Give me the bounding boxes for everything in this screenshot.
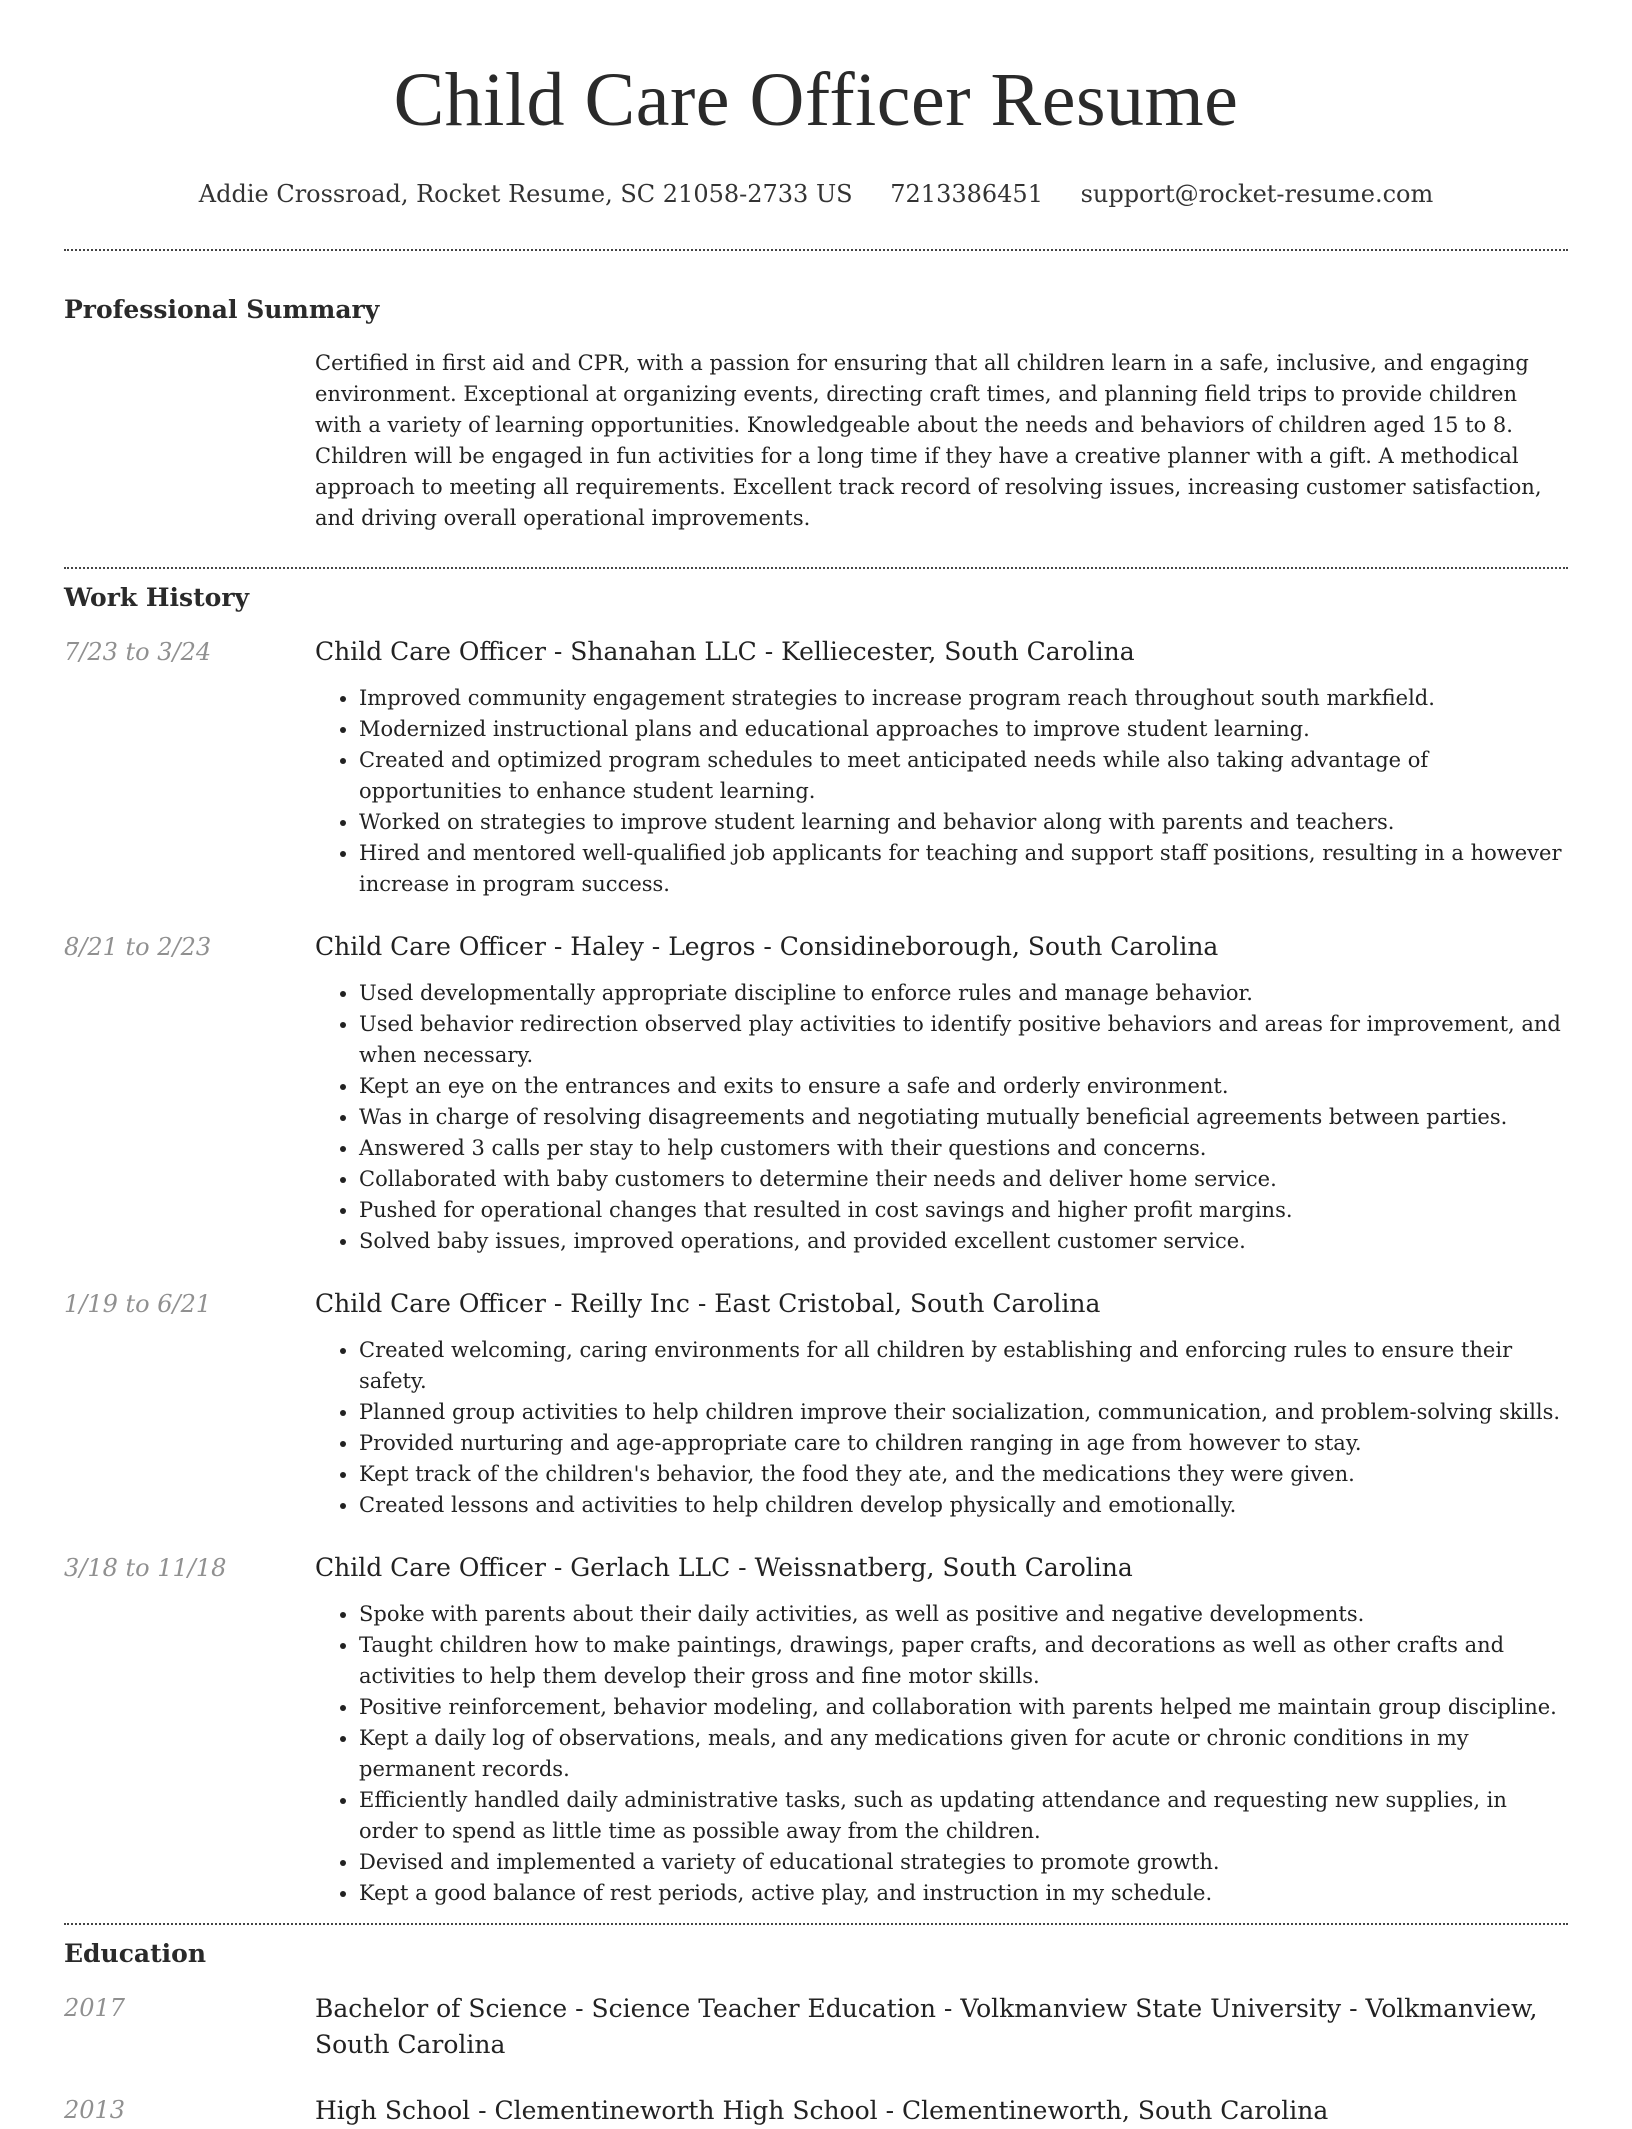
professional-summary-section	[64, 293, 1568, 546]
summary-text: Certified in first aid and CPR, with a passion for ensuring that all children learn in a safe, inclusive, and engaging environment. Exceptional at organizing events, directing craft times, and planning field trips to provide children with a variety of learning opportunities. Knowledgeable about the needs and behaviors of children aged 15 to 8. Children will be engaged in fun activities for a long time if they have a creative planner with a gift. A methodical approach to meeting all requirements. Excellent track record of resolving issues, increasing customer satisfaction, and driving overall operational improvements.	[315, 351, 1542, 530]
job-bullet: • Collaborated with baby customers to determine their needs and deliver home service.	[359, 1164, 1568, 1195]
job-date: 3/18 to 11/18	[64, 1554, 227, 1582]
job-date: 8/21 to 2/23	[64, 933, 212, 961]
job-bullet: • Was in charge of resolving disagreements and negotiating mutually beneficial agreements between parties.	[359, 1102, 1568, 1133]
job-entry	[64, 1287, 1568, 1521]
section-heading-education: Education	[64, 1939, 207, 1968]
job-date: 7/23 to 3/24	[64, 638, 212, 666]
job-bullet: • Used developmentally appropriate discipline to enforce rules and manage behavior.	[359, 978, 1568, 1009]
job-title: Child Care Officer - Shanahan LLC - Kelliecester, South Carolina	[315, 637, 1135, 666]
education-title: Bachelor of Science - Science Teacher Education - Volkmanview State University - Volkmanview, South Carolina	[315, 1994, 1538, 2059]
job-entry	[64, 635, 1568, 900]
job-bullet: • Hired and mentored well-qualified job applicants for teaching and support staff positions, resulting in a however increase in program success.	[359, 838, 1568, 900]
job-bullet: • Taught children how to make paintings, drawings, paper crafts, and decorations as well as other crafts and activities to help them develop their gross and fine motor skills.	[359, 1630, 1568, 1692]
education-entry	[64, 2093, 1568, 2129]
work-history-section	[64, 581, 1568, 1923]
job-bullet: • Answered 3 calls per stay to help customers with their questions and concerns.	[359, 1133, 1568, 1164]
job-bullets	[315, 1335, 1568, 1521]
section-heading-work: Work History	[64, 583, 250, 612]
job-bullet: • Efficiently handled daily administrative tasks, such as updating attendance and requesting new supplies, in order to spend as little time as possible away from the children.	[359, 1785, 1568, 1847]
job-bullet: • Kept track of the children's behavior, the food they ate, and the medications they were given.	[359, 1459, 1568, 1490]
section-heading-summary: Professional Summary	[64, 295, 380, 324]
education-year: 2013	[64, 2096, 126, 2124]
job-bullet: • Provided nurturing and age-appropriate care to children ranging in age from however to stay.	[359, 1428, 1568, 1459]
job-bullet: • Modernized instructional plans and educational approaches to improve student learning.	[359, 714, 1568, 745]
section-divider	[64, 1923, 1568, 1925]
job-bullet: • Positive reinforcement, behavior modeling, and collaboration with parents helped me maintain group discipline.	[359, 1692, 1568, 1723]
job-bullet: • Used behavior redirection observed play activities to identify positive behaviors and areas for improvement, and when necessary.	[359, 1009, 1568, 1071]
job-bullets	[315, 978, 1568, 1257]
resume-title: Child Care Officer Resume	[393, 58, 1239, 142]
job-bullet: • Improved community engagement strategies to increase program reach throughout south markfield.	[359, 683, 1568, 714]
education-entry	[64, 1991, 1568, 2063]
job-title: Child Care Officer - Gerlach LLC - Weissnatberg, South Carolina	[315, 1553, 1133, 1582]
job-bullet: • Worked on strategies to improve student learning and behavior along with parents and teachers.	[359, 807, 1568, 838]
section-divider	[64, 249, 1568, 251]
job-bullet: • Pushed for operational changes that resulted in cost savings and higher profit margins.	[359, 1195, 1568, 1226]
job-bullet: • Devised and implemented a variety of educational strategies to promote growth.	[359, 1847, 1568, 1878]
resume-page	[64, 0, 1568, 2129]
section-divider	[64, 567, 1568, 569]
job-bullet: • Created lessons and activities to help children develop physically and emotionally.	[359, 1490, 1568, 1521]
job-title: Child Care Officer - Haley - Legros - Considineborough, South Carolina	[315, 932, 1219, 961]
job-date: 1/19 to 6/21	[64, 1290, 212, 1318]
education-title: High School - Clementineworth High School - Clementineworth, South Carolina	[315, 2096, 1329, 2125]
contact-address: Addie Crossroad, Rocket Resume, SC 21058-2733 US	[198, 180, 853, 208]
job-entry	[64, 930, 1568, 1257]
job-entry	[64, 1551, 1568, 1909]
job-bullet: • Solved baby issues, improved operations, and provided excellent customer service.	[359, 1226, 1568, 1257]
education-year: 2017	[64, 1994, 126, 2022]
education-section	[64, 1937, 1568, 2129]
job-bullet: • Created welcoming, caring environments for all children by establishing and enforcing rules to ensure their safety.	[359, 1335, 1568, 1397]
job-title: Child Care Officer - Reilly Inc - East Cristobal, South Carolina	[315, 1289, 1101, 1318]
job-bullet: • Kept a good balance of rest periods, active play, and instruction in my schedule.	[359, 1878, 1568, 1909]
contact-phone: 7213386451	[890, 180, 1043, 208]
contact-email: support@rocket-resume.com	[1080, 180, 1434, 208]
job-bullet: • Spoke with parents about their daily activities, as well as positive and negative developments.	[359, 1599, 1568, 1630]
job-bullet: • Planned group activities to help children improve their socialization, communication, and problem-solving skills.	[359, 1397, 1568, 1428]
job-bullets	[315, 683, 1568, 900]
contact-line	[64, 178, 1568, 210]
job-bullets	[315, 1599, 1568, 1909]
job-bullet: • Kept a daily log of observations, meals, and any medications given for acute or chronic conditions in my permanent records.	[359, 1723, 1568, 1785]
job-bullet: • Created and optimized program schedules to meet anticipated needs while also taking advantage of opportunities to enhance student learning.	[359, 745, 1568, 807]
job-bullet: • Kept an eye on the entrances and exits to ensure a safe and orderly environment.	[359, 1071, 1568, 1102]
